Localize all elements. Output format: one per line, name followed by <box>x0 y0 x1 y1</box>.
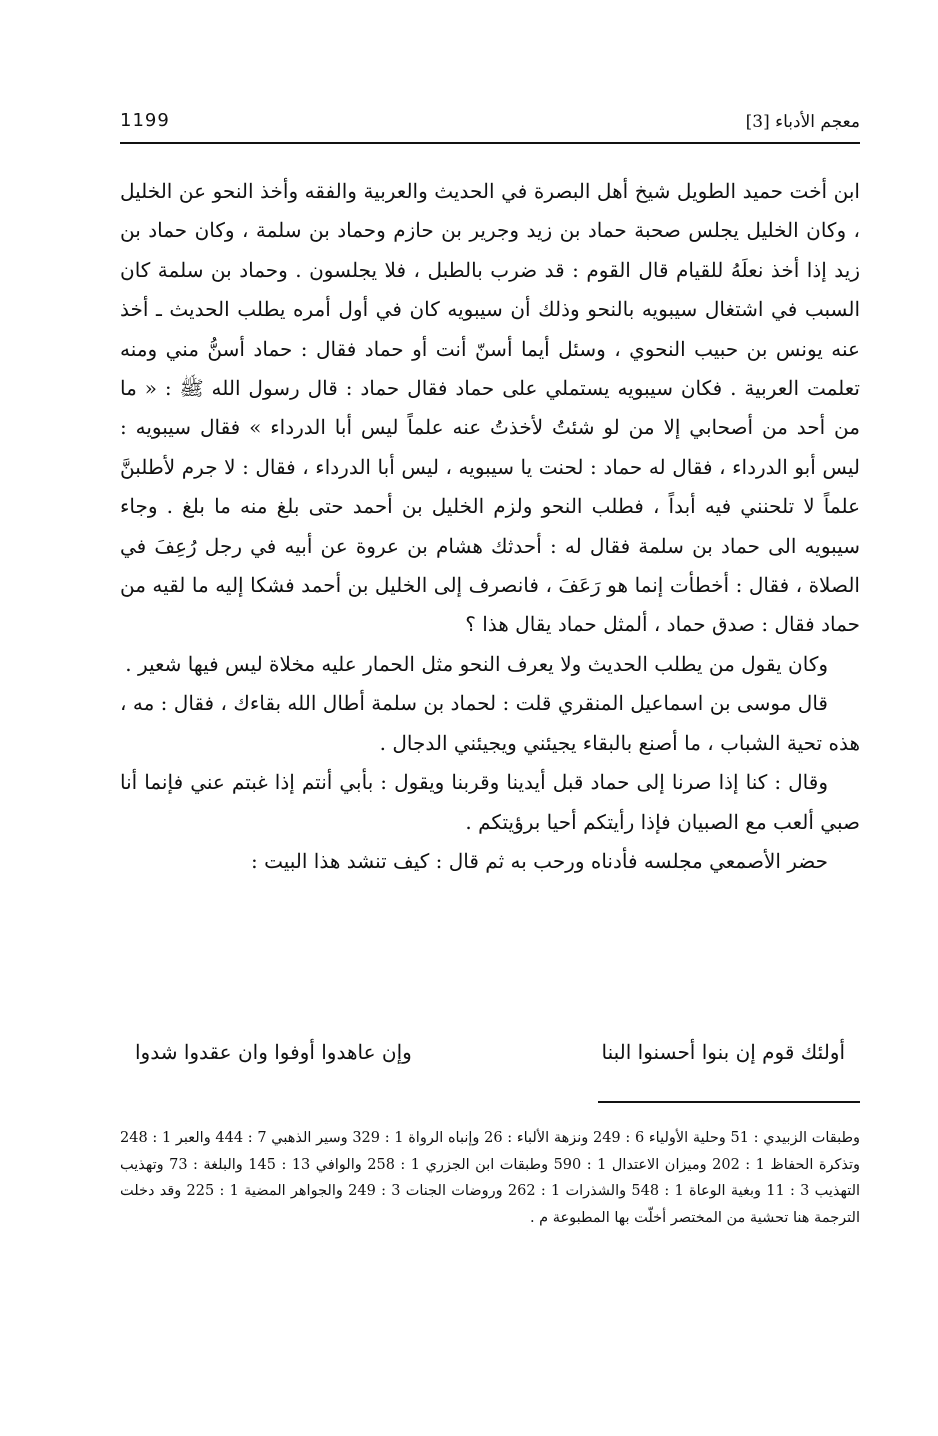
main-text <box>120 172 860 881</box>
footnote-text: وطبقات الزبيدي : 51 وحلية الأولياء 6 : 249 ونزهة الألباء : 26 وإنباه الرواة 1 : 329 وسير الذهبي 7 : 444 والعبر 1 : 248 وتذكرة الحفاظ 1 : 202 وميزان الاعتدال 1 : 590 وطبقات ابن الجزري 1 : 258 والوافي 13 : 145 والبلغة : 73 وتهذيب التهذيب 3 : 11 وبغية الوعاة 1 : 548 والشذرات 1 : 262 وروضات الجنات 3 : 249 والجواهر المضية 1 : 225 وقد دخلت الترجمة هنا تحشية من المختصر أخلّت بها المطبوعة م . <box>120 1130 861 1226</box>
poem-verse <box>135 1040 845 1080</box>
footnote-rule <box>598 1101 860 1103</box>
paragraph-2: وكان يقول من يطلب الحديث ولا يعرف النحو مثل الحمار عليه مخلاة ليس فيها شعير . <box>125 651 828 676</box>
header-rule <box>120 142 860 144</box>
paragraph-5: حضر الأصمعي مجلسه فأدناه ورحب به ثم قال : كيف تنشد هذا البيت : <box>250 848 828 873</box>
poem-first-hemistich: أولئك قوم إن بنوا أحسنوا البنا <box>601 1040 845 1064</box>
footnotes <box>120 1125 860 1231</box>
paragraph-3: قال موسى بن اسماعيل المنقري قلت : لحماد بن سلمة أطال الله بقاءك ، فقال : مه ، هذه تحية الشباب ، ما أصنع بالبقاء يجيئني ويجيئني الدجال . <box>120 691 860 755</box>
paragraph-4: وقال : كنا إذا صرنا إلى حماد قبل أيدينا وقربنا ويقول : بأبي أنتم إذا غبتم عني فإنما أنا صبي ألعب مع الصبيان فإذا رأيتكم أحيا برؤيتكم . <box>120 770 860 834</box>
page-header <box>120 110 860 140</box>
running-title: معجم الأدباء [3] <box>745 112 860 132</box>
page-number: 1199 <box>120 110 170 131</box>
poem-second-hemistich: وإن عاهدوا أوفوا وان عقدوا شدوا <box>135 1040 412 1064</box>
paragraph-1: ابن أخت حميد الطويل شيخ أهل البصرة في الحديث والعربية والفقه وأخذ النحو عن الخليل ، وكان الخليل يجلس صحبة حماد بن زيد وجرير بن حازم وحماد بن سلمة ، وكان حماد بن زيد إذا أخذ نعلَهُ للقيام قال القوم : قد ضرب بالطبل ، فلا يجلسون . وحماد بن سلمة كان السبب في اشتغال سيبويه بالنحو وذلك أن سيبويه كان في أول أمره يطلب الحديث ـ أخذ عنه يونس بن حبيب النحوي ، وسئل أيما أسنّ أنت أو حماد فقال : حماد أسنُّ مني ومنه تعلمت العربية . فكان سيبويه يستملي على حماد فقال حماد : قال رسول الله ﷺ : « ما من أحد من أصحابي إلا من لو شئتُ لأخذتُ عنه علماً ليس أبا الدرداء » فقال سيبويه : ليس أبو الدرداء ، فقال له حماد : لحنت يا سيبويه ، ليس أبا الدرداء ، فقال : لا جرم لأطلبنَّ علماً لا تلحنني فيه أبداً ، فطلب النحو ولزم الخليل بن أحمد حتى بلغ منه ما بلغ . وجاء سيبويه الى حماد بن سلمة فقال له : أحدثك هشام بن عروة عن أبيه في رجل رُعِفَ في الصلاة ، فقال : أخطأت إنما هو رَعَفَ ، فانصرف إلى الخليل بن أحمد فشكا إليه ما لقيه من حماد فقال : صدق حماد ، ألمثل حماد يقال هذا ؟ <box>120 179 860 637</box>
